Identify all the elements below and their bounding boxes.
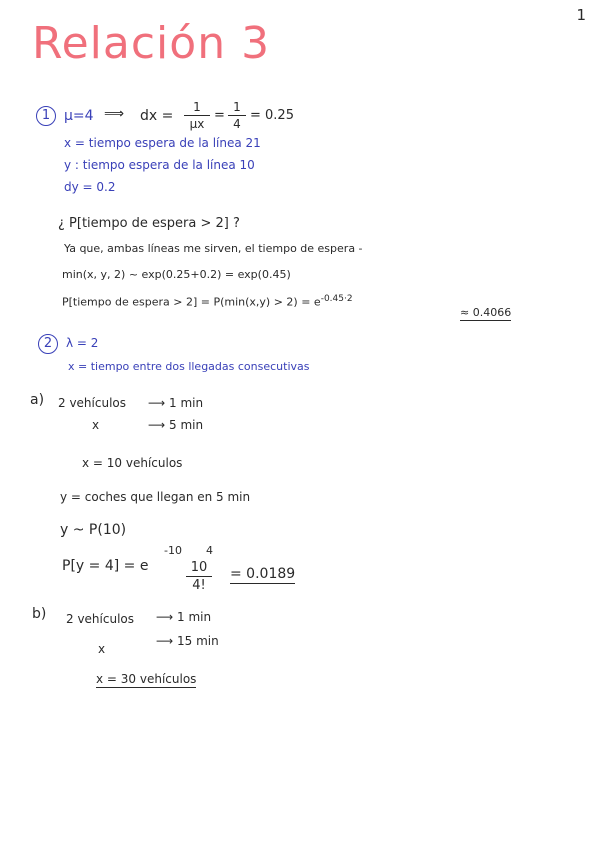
ex1-def-x: x = tiempo espera de la línea 21 bbox=[64, 136, 261, 150]
part-a-y-def: y = coches que llegan en 5 min bbox=[60, 490, 251, 504]
ex2-def-x: x = tiempo entre dos llegadas consecutivas bbox=[68, 360, 310, 373]
ex1-line-3-text: P[tiempo de espera > 2] = P(min(x,y) > 2) = e bbox=[62, 295, 321, 309]
ex1-exponent: -0.45·2 bbox=[320, 294, 353, 304]
exercise-2-number: 2 bbox=[38, 334, 58, 354]
fraction-1-denominator: μx bbox=[184, 115, 210, 131]
part-a-exponent: -10 bbox=[164, 544, 182, 557]
part-a-row-2-right: ⟶ 5 min bbox=[148, 418, 204, 432]
part-a-row-2-left: x bbox=[92, 418, 100, 432]
part-a-row-1-left: 2 vehículos bbox=[58, 396, 127, 410]
ex1-dx: dx = bbox=[140, 108, 174, 124]
ex1-result: = 0.25 bbox=[250, 108, 294, 123]
part-a-distribution: y ~ P(10) bbox=[60, 522, 127, 538]
part-a-result: = 0.0189 bbox=[230, 566, 296, 582]
ex1-fraction-1 bbox=[184, 100, 210, 131]
ex1-equals: = bbox=[214, 108, 225, 123]
fraction-2-numerator: 1 bbox=[233, 100, 241, 114]
fraction-1-numerator: 1 bbox=[193, 100, 201, 114]
ex1-line-2: min(x, y, 2) ~ exp(0.25+0.2) = exp(0.45) bbox=[62, 268, 291, 281]
ex1-final-result: ≈ 0.4066 bbox=[460, 306, 512, 319]
part-b-row-2-right: ⟶ 15 min bbox=[156, 634, 219, 648]
ex1-dy: dy = 0.2 bbox=[64, 180, 116, 194]
part-b-x: x = 30 vehículos bbox=[96, 672, 197, 686]
ex1-line-3 bbox=[62, 294, 353, 309]
ex1-def-y: y : tiempo espera de la línea 10 bbox=[64, 158, 255, 172]
ex1-implies-arrow: ⟹ bbox=[104, 106, 125, 122]
part-a-label: a) bbox=[30, 392, 45, 408]
part-a-row-1-right: ⟶ 1 min bbox=[148, 396, 204, 410]
ex2-lambda: λ = 2 bbox=[66, 336, 99, 350]
part-a-fraction bbox=[186, 560, 212, 593]
part-b-row-1-right: ⟶ 1 min bbox=[156, 610, 212, 624]
part-b-row-2-left: x bbox=[98, 642, 106, 656]
part-a-prob-left: P[y = 4] = e bbox=[62, 558, 149, 574]
part-a-denominator: 4! bbox=[186, 576, 212, 593]
part-a-power: 4 bbox=[206, 544, 213, 557]
part-a-numerator: 10 bbox=[190, 560, 208, 575]
ex1-line-1: Ya que, ambas líneas me sirven, el tiempo de espera - bbox=[64, 242, 363, 255]
part-a-x: x = 10 vehículos bbox=[82, 456, 183, 470]
part-b-label: b) bbox=[32, 606, 47, 622]
ex1-question: ¿ P[tiempo de espera > 2] ? bbox=[58, 216, 240, 231]
fraction-2-denominator: 4 bbox=[228, 115, 246, 131]
part-b-row-1-left: 2 vehículos bbox=[66, 612, 135, 626]
page-number: 1 bbox=[576, 6, 586, 24]
ex1-fraction-2 bbox=[228, 100, 246, 131]
exercise-1-number: 1 bbox=[36, 106, 56, 126]
ex1-mu: μ=4 bbox=[64, 108, 94, 124]
page-title: Relación 3 bbox=[32, 18, 271, 69]
